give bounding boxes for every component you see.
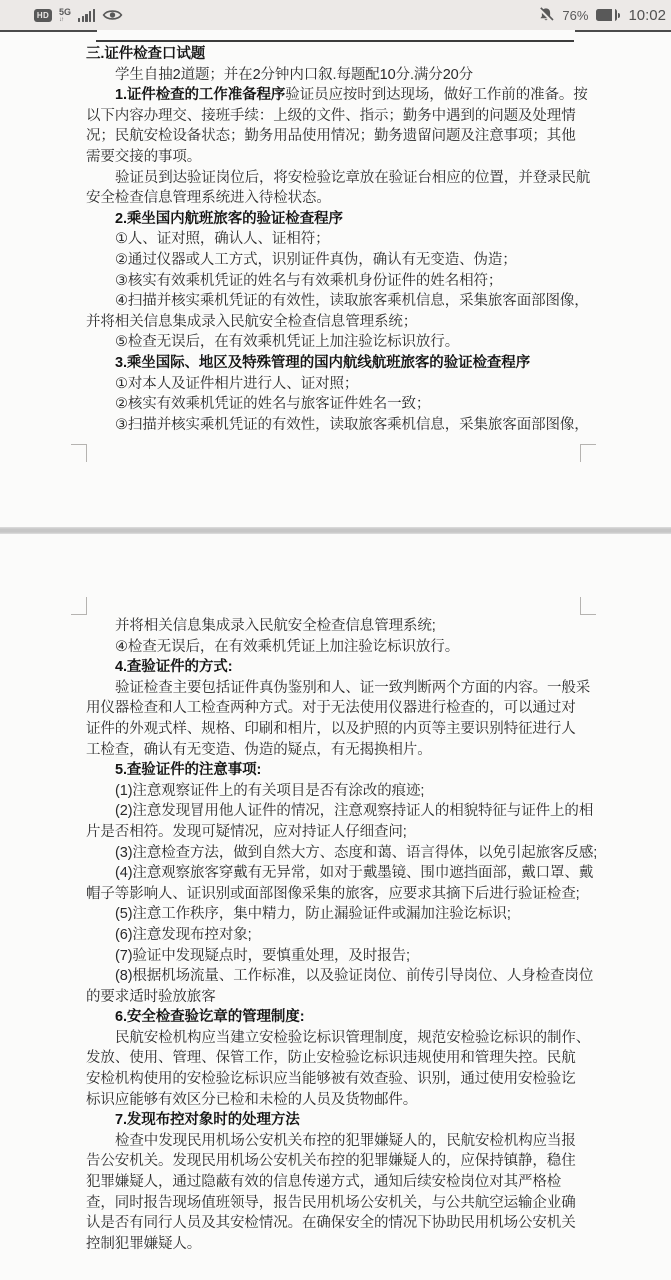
margin-corner-mark: [71, 444, 87, 462]
doc-line: 7.发现布控对象时的处理方法: [115, 1112, 300, 1129]
doc-line: 学生自抽2道题；并在2分钟内口叙.每题配10分.满分20分: [115, 66, 474, 83]
battery-icon: [596, 9, 620, 21]
doc-line: 验证员到达验证岗位后，将安检验讫章放在验证台相应的位置，并登录民航: [115, 169, 591, 186]
doc-line: 犯罪嫌疑人，通过隐蔽有效的信息传递方式，通知后续安检岗位对其严格检: [86, 1174, 562, 1191]
doc-line: 工检查，确认有无变造、伪造的疑点，有无揭换相片。: [86, 741, 432, 758]
doc-line: ①人、证对照，确认人、证相符；: [115, 231, 330, 248]
doc-line: 证件的外观式样、规格、印刷和相片，以及护照的内页等主要识别特征进行人: [86, 720, 576, 737]
doc-line: 并将相关信息集成录入民航安全检查信息管理系统;: [115, 618, 436, 634]
doc-line: 标识应能够有效区分已检和未检的人员及货物邮件。: [86, 1091, 418, 1108]
doc-line: ③核实有效乘机凭证的姓名与有效乘机身份证件的姓名相符；: [115, 272, 503, 289]
doc-line: ②通过仪器或人工方式，识别证件真伪，确认有无变造、伪造；: [115, 251, 517, 268]
doc-line: 民航安检机构应当建立安检验讫标识管理制度，规范安检验讫标识的制作、: [115, 1029, 591, 1046]
clock: 10:02: [628, 6, 666, 24]
doc-line: 控制犯罪嫌疑人。: [86, 1235, 202, 1252]
network-type-indicator: [59, 8, 71, 23]
doc-line: 片是否相符。发现可疑情况，应对持证人仔细查问;: [86, 823, 407, 840]
doc-line: (3)注意检查方法，做到自然大方、态度和蔼、语言得体，以免引起旅客反感;: [115, 844, 598, 861]
doc-line: 发放、使用、管理、保管工作，防止安检验讫标识违规使用和管理失控。民航: [86, 1050, 576, 1067]
doc-line: (2)注意发现冒用他人证件的情况，注意观察持证人的相貌特征与证件上的相: [115, 803, 594, 820]
status-bar: [0, 0, 671, 30]
page-2-text: [86, 616, 598, 1254]
doc-line: (5)注意工作秩序，集中精力，防止漏验证件或漏加注验讫标识;: [115, 906, 511, 923]
network-5g-label: 5G: [59, 6, 72, 17]
doc-line: 5.查验证件的注意事项:: [115, 762, 262, 779]
document-page-2: [0, 534, 671, 1280]
doc-line: (1)注意观察证件上的有关项目是否有涂改的痕迹;: [115, 782, 425, 799]
eye-comfort-icon: [102, 8, 123, 22]
doc-line: 三.证件检查口试题: [86, 46, 206, 62]
doc-line: 以下内容办理交、接班手续：上级的文件、指示；勤务中遇到的问题及处理情: [86, 107, 576, 124]
doc-line: 检查中发现民用机场公安机关布控的犯罪嫌疑人的，民航安检机构应当报: [115, 1132, 576, 1149]
margin-corner-mark: [580, 597, 596, 615]
page-1-text: [86, 44, 591, 435]
doc-line: 并将相关信息集成录入民航安全检查信息管理系统；: [86, 313, 418, 330]
status-bar-right: [538, 0, 666, 30]
doc-line: 查，同时报告现场值班领导，报告民用机场公安机关，与公共航空运输企业确: [86, 1194, 576, 1211]
doc-line: ④扫描并核实乘机凭证的有效性，读取旅客乘机信息，采集旅客面部图像，: [115, 293, 589, 310]
doc-line: ②核实有效乘机凭证的姓名与旅客证件姓名一致；: [115, 396, 431, 413]
table-border-remnant-right: [575, 30, 671, 32]
notifications-muted-icon: [538, 7, 554, 23]
signal-bars-icon: [78, 9, 95, 22]
doc-line: ①对本人及证件相片进行人、证对照；: [115, 375, 359, 392]
doc-line: ④检查无误后，在有效乘机凭证上加注验讫标识放行。: [115, 638, 460, 655]
page-gap-divider: [0, 527, 671, 534]
doc-line: (6)注意发现布控对象;: [115, 926, 252, 943]
doc-line: 帽子等影响人、证识别或面部图像采集的旅客，应要求其摘下后进行验证检查;: [86, 885, 580, 902]
doc-line: (7)验证中发现疑点时，要慎重处理，及时报告;: [115, 947, 410, 964]
doc-line: 告公安机关。发现民用机场公安机关布控的犯罪嫌疑人的，应保持镇静，稳住: [86, 1153, 576, 1170]
doc-line: 安检机构使用的安检验讫标识应当能够被有效查验、识别，通过使用安检验讫: [86, 1071, 576, 1088]
margin-corner-mark: [71, 597, 87, 615]
hd-icon: HD: [34, 9, 52, 22]
doc-line: 验证检查主要包括证件真伪鉴别和人、证一致判断两个方面的内容。一般采: [115, 679, 591, 696]
doc-line: ③扫描并核实乘机凭证的有效性，读取旅客乘机信息，采集旅客面部图像，: [115, 416, 589, 433]
doc-line: (4)注意观察旅客穿戴有无异常，如对于戴墨镜、围巾遮挡面部，戴口罩、戴: [115, 865, 594, 882]
doc-line: 需要交接的事项。: [86, 148, 202, 165]
battery-percent: 76%: [562, 7, 589, 23]
doc-line: 6.安全检查验讫章的管理制度:: [115, 1009, 305, 1026]
document-page-1: [0, 30, 671, 527]
doc-line: 2.乘坐国内航班旅客的验证检查程序: [115, 210, 343, 227]
doc-line: 况；民航安检设备状态；勤务用品使用情况；勤务遗留问题及注意事项；其他: [86, 128, 576, 145]
doc-line: 认是否有同行人员及其安检情况。在确保安全的情况下协助民用机场公安机关: [86, 1215, 576, 1232]
doc-line: 安全检查信息管理系统进入待检状态。: [86, 190, 331, 207]
table-bottom-border-remnant: [96, 40, 574, 42]
doc-line: (8)根据机场流量、工作标准，以及验证岗位、前传引导岗位、人身检查岗位: [115, 968, 594, 985]
doc-line: 用仪器检查和人工检查两种方式。对于无法使用仪器进行检查的，可以通过对: [86, 700, 576, 717]
doc-line: 3.乘坐国际、地区及特殊管理的国内航线航班旅客的验证检查程序: [115, 354, 531, 371]
doc-line: 1.证件检查的工作准备程序验证员应按时到达现场，做好工作前的准备。按: [115, 87, 588, 104]
table-border-remnant-left: [0, 30, 97, 32]
doc-line: ⑤检查无误后，在有效乘机凭证上加注验讫标识放行。: [115, 334, 460, 351]
document-scroll-view[interactable]: [0, 30, 671, 1280]
doc-line: 4.查验证件的方式:: [115, 659, 233, 676]
doc-line: 的要求适时验放旅客: [86, 988, 216, 1005]
data-arrows-icon: ↓↑: [59, 16, 63, 23]
margin-corner-mark: [580, 444, 596, 462]
status-bar-left: [34, 0, 123, 30]
